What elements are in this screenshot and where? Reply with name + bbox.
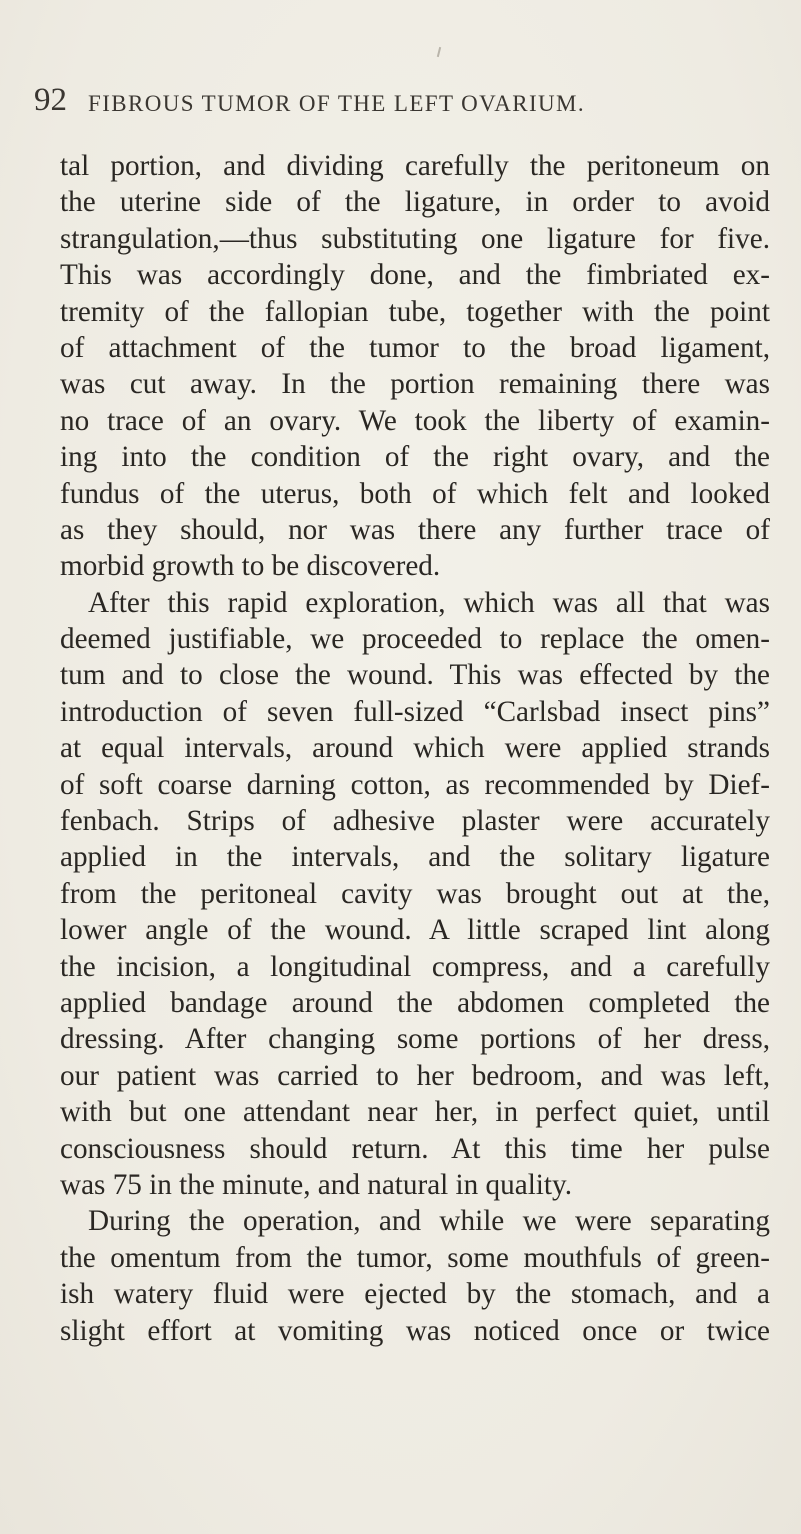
page-number: 92 <box>34 82 67 118</box>
text-line: ing into the condition of the right ovary, and the <box>60 441 770 474</box>
text-line: lower angle of the wound. A little scraped lint along <box>60 914 770 947</box>
text-line: deemed justifiable, we proceeded to replace the omen- <box>60 623 770 656</box>
text-line: no trace of an ovary. We took the liberty of examin- <box>60 404 770 437</box>
text-line: was 75 in the minute, and natural in quality. <box>60 1168 573 1201</box>
text-line: fundus of the uterus, both of which felt and looked <box>60 477 770 510</box>
body-text <box>60 148 770 1349</box>
text-line: was cut away. In the portion remaining there was <box>60 368 770 401</box>
text-line: morbid growth to be discovered. <box>60 550 441 583</box>
text-line: from the peritoneal cavity was brought out at the, <box>60 877 770 910</box>
running-title: FIBROUS TUMOR OF THE LEFT OVARIUM. <box>88 91 586 116</box>
text-line: tal portion, and dividing carefully the peritoneum on <box>60 150 770 182</box>
text-line: at equal intervals, around which were applied strands <box>60 732 770 765</box>
text-line: applied bandage around the abdomen completed the <box>60 986 770 1019</box>
paper-mark <box>437 47 441 57</box>
text-line: the omentum from the tumor, some mouthfuls of green- <box>60 1241 770 1274</box>
text-line: our patient was carried to her bedroom, and was left, <box>60 1059 770 1092</box>
text-line: the uterine side of the ligature, in order to avoid <box>60 186 770 219</box>
text-line: tum and to close the wound. This was effected by the <box>60 659 770 692</box>
text-line: After this rapid exploration, which was all that was <box>88 586 770 619</box>
text-line: tremity of the fallopian tube, together with the point <box>60 295 770 328</box>
page-header <box>0 82 801 122</box>
text-line: applied in the intervals, and the solitary ligature <box>60 841 770 874</box>
text-line: introduction of seven full-sized “Carlsbad insect pins” <box>60 695 770 728</box>
text-line: the incision, a longitudinal compress, and a carefully <box>60 950 770 983</box>
text-line: of attachment of the tumor to the broad ligament, <box>60 331 770 364</box>
text-line: ish watery fluid were ejected by the stomach, and a <box>60 1278 770 1311</box>
text-line: This was accordingly done, and the fimbriated ex- <box>60 259 770 292</box>
text-line: with but one attendant near her, in perfect quiet, until <box>60 1096 770 1129</box>
text-line: consciousness should return. At this time her pulse <box>60 1132 770 1165</box>
text-line: slight effort at vomiting was noticed once or twice <box>60 1314 770 1347</box>
text-line: fenbach. Strips of adhesive plaster were accurately <box>60 805 770 838</box>
text-line: During the operation, and while we were separating <box>88 1205 770 1238</box>
text-line: of soft coarse darning cotton, as recommended by Dief- <box>60 768 770 801</box>
text-line: dressing. After changing some portions of her dress, <box>60 1023 770 1056</box>
text-line: as they should, nor was there any further trace of <box>60 513 770 546</box>
text-line: strangulation,—thus substituting one ligature for five. <box>60 222 770 255</box>
